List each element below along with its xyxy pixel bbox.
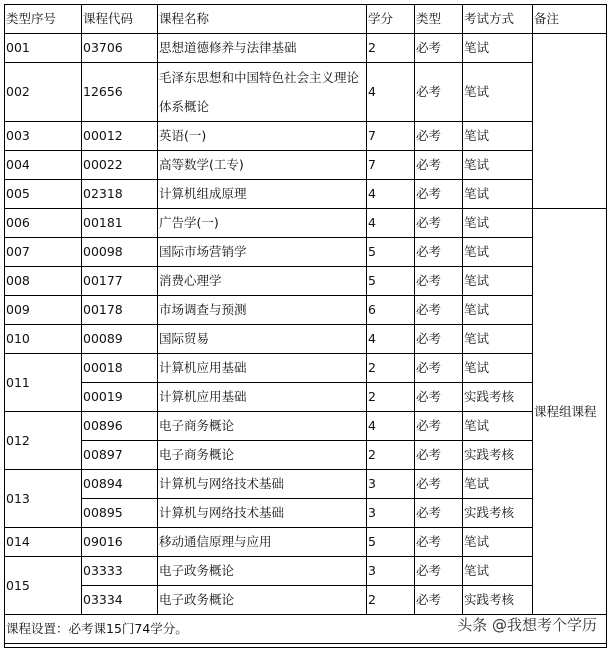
course-name-cell: 英语(一) <box>158 122 367 151</box>
exam-method-cell: 实践考核 <box>463 441 533 470</box>
column-header: 课程名称 <box>158 5 367 34</box>
note-cell <box>533 34 607 209</box>
watermark: 头条 @我想考个学历 <box>457 616 597 634</box>
table-row <box>5 122 607 151</box>
credit-cell: 4 <box>367 180 415 209</box>
exam-method-cell: 笔试 <box>463 209 533 238</box>
type-cell: 必考 <box>415 122 463 151</box>
credit-cell: 5 <box>367 238 415 267</box>
type-cell: 必考 <box>415 296 463 325</box>
column-header: 类型序号 <box>5 5 82 34</box>
course-name-cell: 计算机组成原理 <box>158 180 367 209</box>
course-code-cell: 00894 <box>82 470 158 499</box>
credit-cell: 4 <box>367 325 415 354</box>
credit-cell: 3 <box>367 470 415 499</box>
credit-cell: 2 <box>367 34 415 63</box>
course-code-cell: 03334 <box>82 586 158 615</box>
course-code-cell: 02318 <box>82 180 158 209</box>
course-code-cell: 00177 <box>82 267 158 296</box>
column-header: 学分 <box>367 5 415 34</box>
course-name-cell: 毛泽东思想和中国特色社会主义理论体系概论 <box>158 63 367 122</box>
course-code-cell: 00089 <box>82 325 158 354</box>
exam-method-cell: 实践考核 <box>463 383 533 412</box>
type-cell: 必考 <box>415 383 463 412</box>
course-name-cell: 计算机与网络技术基础 <box>158 470 367 499</box>
type-number-cell: 006 <box>5 209 82 238</box>
credit-cell: 4 <box>367 412 415 441</box>
type-number-cell: 011 <box>5 354 82 412</box>
course-code-cell: 00895 <box>82 499 158 528</box>
exam-method-cell: 笔试 <box>463 296 533 325</box>
course-name-cell: 计算机与网络技术基础 <box>158 499 367 528</box>
type-number-cell: 015 <box>5 557 82 615</box>
table-row <box>5 528 607 557</box>
type-cell: 必考 <box>415 267 463 296</box>
credit-cell: 2 <box>367 383 415 412</box>
type-cell: 必考 <box>415 209 463 238</box>
course-code-cell: 00098 <box>82 238 158 267</box>
exam-method-cell: 笔试 <box>463 354 533 383</box>
course-name-cell: 计算机应用基础 <box>158 383 367 412</box>
course-code-cell: 09016 <box>82 528 158 557</box>
table-row <box>5 412 607 441</box>
column-header: 备注 <box>533 5 607 34</box>
column-header: 课程代码 <box>82 5 158 34</box>
trailing-row <box>5 644 607 648</box>
exam-method-cell: 笔试 <box>463 412 533 441</box>
credit-cell: 4 <box>367 63 415 122</box>
exam-method-cell: 笔试 <box>463 63 533 122</box>
type-number-cell: 013 <box>5 470 82 528</box>
course-name-cell: 广告学(一) <box>158 209 367 238</box>
exam-method-cell: 笔试 <box>463 325 533 354</box>
table-row <box>5 557 607 586</box>
course-name-cell: 消费心理学 <box>158 267 367 296</box>
exam-method-cell: 实践考核 <box>463 499 533 528</box>
table-row <box>5 180 607 209</box>
course-name-cell: 国际贸易 <box>158 325 367 354</box>
course-name-cell: 高等数学(工专) <box>158 151 367 180</box>
course-name-cell: 电子政务概论 <box>158 557 367 586</box>
course-code-cell: 00018 <box>82 354 158 383</box>
exam-method-cell: 笔试 <box>463 34 533 63</box>
type-cell: 必考 <box>415 354 463 383</box>
column-header: 类型 <box>415 5 463 34</box>
exam-method-cell: 笔试 <box>463 180 533 209</box>
course-code-cell: 00181 <box>82 209 158 238</box>
type-number-cell: 005 <box>5 180 82 209</box>
credit-cell: 3 <box>367 557 415 586</box>
course-name-cell: 电子商务概论 <box>158 441 367 470</box>
type-number-cell: 010 <box>5 325 82 354</box>
credit-cell: 4 <box>367 209 415 238</box>
table-row <box>5 470 607 499</box>
type-cell: 必考 <box>415 499 463 528</box>
table-row <box>5 586 607 615</box>
credit-cell: 2 <box>367 354 415 383</box>
type-cell: 必考 <box>415 586 463 615</box>
type-cell: 必考 <box>415 180 463 209</box>
table-row <box>5 296 607 325</box>
table-row <box>5 325 607 354</box>
course-code-cell: 00012 <box>82 122 158 151</box>
type-number-cell: 008 <box>5 267 82 296</box>
credit-cell: 6 <box>367 296 415 325</box>
type-number-cell: 007 <box>5 238 82 267</box>
course-name-cell: 电子商务概论 <box>158 412 367 441</box>
type-cell: 必考 <box>415 63 463 122</box>
exam-method-cell: 笔试 <box>463 151 533 180</box>
type-number-cell: 014 <box>5 528 82 557</box>
type-number-cell: 004 <box>5 151 82 180</box>
course-summary: 课程设置：必考课15门74学分。 <box>5 615 607 644</box>
column-header: 考试方式 <box>463 5 533 34</box>
course-table <box>4 4 607 648</box>
credit-cell: 5 <box>367 267 415 296</box>
type-cell: 必考 <box>415 151 463 180</box>
course-code-cell: 00897 <box>82 441 158 470</box>
table-row <box>5 209 607 238</box>
table-row <box>5 267 607 296</box>
header-row <box>5 5 607 34</box>
credit-cell: 5 <box>367 528 415 557</box>
course-name-cell: 移动通信原理与应用 <box>158 528 367 557</box>
exam-method-cell: 笔试 <box>463 267 533 296</box>
type-number-cell: 012 <box>5 412 82 470</box>
exam-method-cell: 笔试 <box>463 528 533 557</box>
course-code-cell: 03706 <box>82 34 158 63</box>
type-cell: 必考 <box>415 325 463 354</box>
course-name-cell: 国际市场营销学 <box>158 238 367 267</box>
course-code-cell: 03333 <box>82 557 158 586</box>
course-code-cell: 00896 <box>82 412 158 441</box>
type-number-cell: 002 <box>5 63 82 122</box>
credit-cell: 3 <box>367 499 415 528</box>
type-cell: 必考 <box>415 441 463 470</box>
table-row <box>5 383 607 412</box>
table-row <box>5 151 607 180</box>
course-code-cell: 00022 <box>82 151 158 180</box>
credit-cell: 2 <box>367 441 415 470</box>
credit-cell: 7 <box>367 151 415 180</box>
type-cell: 必考 <box>415 238 463 267</box>
table-row <box>5 354 607 383</box>
credit-cell: 2 <box>367 586 415 615</box>
course-code-cell: 00178 <box>82 296 158 325</box>
type-number-cell: 001 <box>5 34 82 63</box>
table-row <box>5 499 607 528</box>
exam-method-cell: 笔试 <box>463 557 533 586</box>
course-name-cell: 市场调查与预测 <box>158 296 367 325</box>
type-number-cell: 003 <box>5 122 82 151</box>
exam-method-cell: 笔试 <box>463 238 533 267</box>
note-cell: 课程组课程 <box>533 209 607 615</box>
course-code-cell: 12656 <box>82 63 158 122</box>
table-row <box>5 63 607 122</box>
exam-method-cell: 实践考核 <box>463 586 533 615</box>
type-cell: 必考 <box>415 34 463 63</box>
type-cell: 必考 <box>415 528 463 557</box>
exam-method-cell: 笔试 <box>463 122 533 151</box>
table-row <box>5 441 607 470</box>
exam-method-cell: 笔试 <box>463 470 533 499</box>
type-cell: 必考 <box>415 412 463 441</box>
course-name-cell: 思想道德修养与法律基础 <box>158 34 367 63</box>
credit-cell: 7 <box>367 122 415 151</box>
table-row <box>5 238 607 267</box>
course-code-cell: 00019 <box>82 383 158 412</box>
type-cell: 必考 <box>415 557 463 586</box>
course-name-cell: 计算机应用基础 <box>158 354 367 383</box>
course-name-cell: 电子政务概论 <box>158 586 367 615</box>
type-number-cell: 009 <box>5 296 82 325</box>
table-row <box>5 34 607 63</box>
trailing-cell <box>5 644 607 648</box>
type-cell: 必考 <box>415 470 463 499</box>
